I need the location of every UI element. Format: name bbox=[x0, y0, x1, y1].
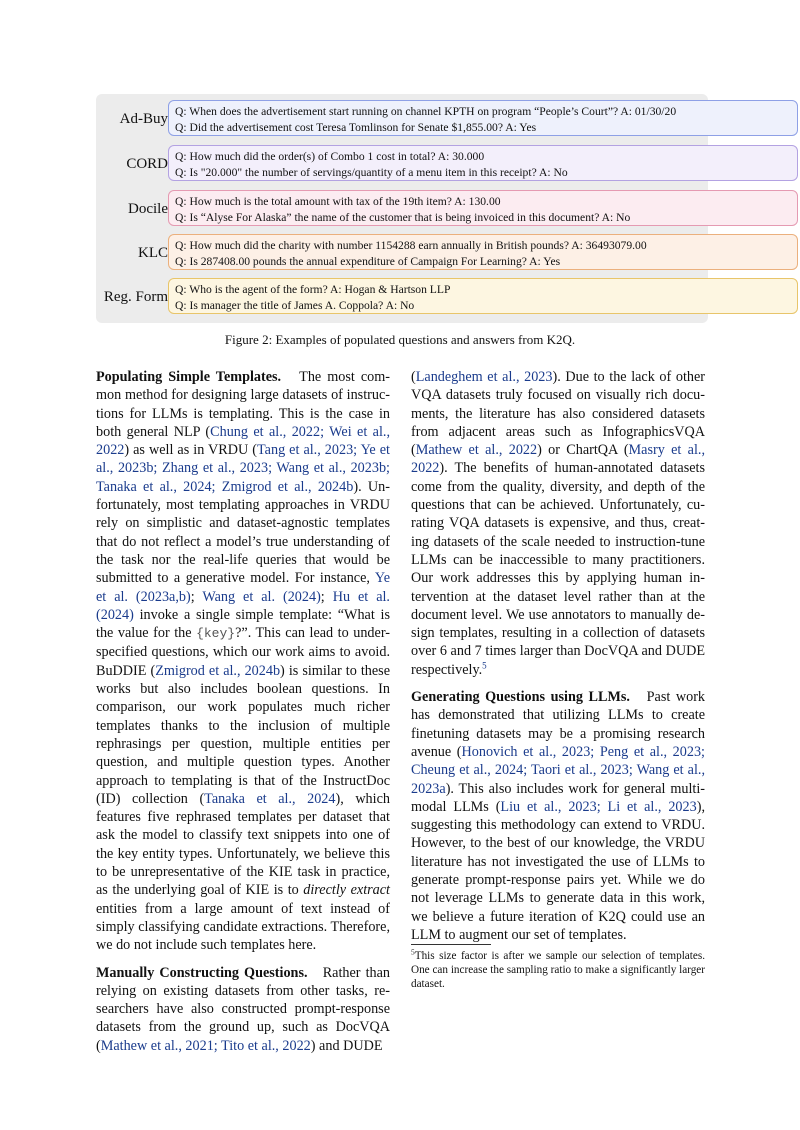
citation-link[interactable]: Hu et al. (2024) bbox=[96, 588, 390, 623]
text: ; bbox=[190, 588, 203, 605]
figure-row-klc bbox=[96, 234, 708, 272]
citation-link[interactable]: Tanaka et al., 2024 bbox=[204, 790, 336, 807]
text: ). Unfortunately, most templating approaches in VRDU rely on simplistic and dataset-agnostic templates that do not reflect a model’s true understanding of the task nor the real-life queries that would be submitted to a generative model. For instance, bbox=[96, 478, 390, 587]
question-answer: Q: Is "20.000" the number of servings/quantity of a menu item in this receipt? A: No bbox=[175, 165, 568, 179]
paragraph-heading: Generating Questions using LLMs. bbox=[411, 689, 630, 706]
text: ?”. This can lead to under-specified questions, which our work aims to avoid. BuDDIE ( bbox=[96, 625, 390, 679]
dataset-label: KLC bbox=[138, 245, 168, 261]
citation-link[interactable]: Mathew et al., 2021; Tito et al., 2022 bbox=[100, 1037, 311, 1054]
question-answer: Q: How much is the total amount with tax of the 19th item? A: 130.00 bbox=[175, 195, 501, 208]
citation-link[interactable]: Honovich et al., 2023; Peng et al., 2023; Cheung et al., 2024; Taori et al., 2023; Wang et al., 2023a bbox=[411, 743, 705, 797]
dataset-label: CORD bbox=[126, 156, 168, 172]
figure-caption: Figure 2: Examples of populated questions and answers from K2Q. bbox=[224, 332, 576, 347]
figure-row-reg-form bbox=[96, 278, 708, 316]
right-column bbox=[411, 368, 705, 944]
question-answer: Q: Is “Alyse For Alaska” the name of the customer that is being invoiced in this document? A: No bbox=[175, 210, 631, 224]
text: ) and DUDE bbox=[310, 1037, 383, 1054]
citation-link[interactable]: Zmigrod et al., 2024b bbox=[155, 662, 281, 679]
figure-2 bbox=[96, 94, 708, 323]
paragraph-populating-simple-templates bbox=[96, 368, 390, 955]
text: ), suggesting this methodology can extend to VRDU. However, to the best of our knowledge, the VRDU literature has not investigated the use of LLMs to generate prompt-response pairs yet. While we do not leverage LLMs to generate data in this work, we believe a future iteration of K2Q could use an LLM to augment our set of templates. bbox=[411, 798, 705, 943]
question-answer: Q: Did the advertisement cost Teresa Tomlinson for Senate $1,855.00? A: Yes bbox=[175, 120, 537, 134]
footnote-text: This size factor is after we sample our selection of templates. One can increase the sampling ratio to make a significantly larger dataset. bbox=[411, 950, 705, 990]
text: ), which features five rephrased templates per dataset that ask the model to classify text snippets into one of the key entity types. Unfortunately, we believe this to be unrepresentative of the KIE task in practice, as the underlying goal of KIE is to bbox=[96, 790, 390, 899]
qa-box bbox=[168, 100, 798, 136]
qa-box bbox=[168, 278, 798, 314]
footnote bbox=[411, 947, 705, 991]
paragraph-vqa-datasets bbox=[411, 368, 705, 679]
question-answer: Q: Who is the agent of the form? A: Hogan & Hartson LLP bbox=[175, 283, 451, 296]
footnote-rule bbox=[411, 944, 491, 945]
text: Rather than relying on existing datasets from other tasks, researchers have also constructed prompt-response datasets from the ground up, such as DocVQA ( bbox=[96, 964, 391, 1054]
citation-link[interactable]: Landeghem et al., 2023 bbox=[415, 369, 553, 385]
figure-row-docile bbox=[96, 190, 708, 228]
question-answer: Q: Is 287408.00 pounds the annual expenditure of Campaign For Learning? A: Yes bbox=[175, 254, 561, 268]
text: invoke a single simple template: “What is the value for the bbox=[96, 606, 390, 642]
text: The most common method for designing large datasets of instructions for LLMs is templating. This is the case in both general NLP ( bbox=[96, 369, 391, 440]
question-answer: Q: Is manager the title of James A. Coppola? A: No bbox=[175, 298, 415, 312]
qa-box bbox=[168, 234, 798, 270]
citation-link[interactable]: Chung et al., 2022; Wei et al., 2022 bbox=[96, 423, 390, 459]
citation-link[interactable]: Wang et al. (2024) bbox=[202, 588, 321, 605]
left-column bbox=[96, 368, 390, 1055]
question-answer: Q: How much did the order(s) of Combo 1 cost in total? A: 30.000 bbox=[175, 150, 485, 163]
text: entities from a large amount of text instead of simply classifying candidate extractions. Therefore, we do not include such templates here. bbox=[96, 900, 390, 954]
dataset-label: Docile bbox=[128, 201, 168, 217]
paragraph-heading: Manually Constructing Questions. bbox=[96, 964, 308, 981]
text: ) is similar to these works but also includes boolean questions. In comparison, our work populates much richer templates thanks to the inclusion of multiple rephrasings per question, multiple entities per question, and multiple question types. Another approach to templating is that of the InstructDoc (ID) collection ( bbox=[96, 662, 390, 807]
question-answer: Q: When does the advertisement start running on channel KPTH on program “People’s Court”? A: 01/30/20 bbox=[175, 105, 677, 118]
paragraph-manually-constructing-questions bbox=[96, 964, 390, 1055]
question-answer: Q: How much did the charity with number 1154288 earn annually in British pounds? A: 36493079.00 bbox=[175, 239, 647, 252]
dataset-label: Reg. Form bbox=[103, 289, 168, 305]
figure-row-cord bbox=[96, 145, 708, 183]
dataset-label: Ad-Buy bbox=[119, 111, 168, 127]
text: ). This also includes work for general multi-modal LLMs ( bbox=[411, 780, 705, 815]
code-snippet: {key} bbox=[196, 626, 236, 642]
qa-box bbox=[168, 190, 798, 226]
paragraph-generating-questions-llms bbox=[411, 688, 705, 944]
emphasis: directly extract bbox=[303, 882, 390, 899]
citation-link[interactable]: Mathew et al., 2022 bbox=[415, 442, 538, 459]
figure-row-ad-buy bbox=[96, 100, 708, 138]
citation-link[interactable]: Liu et al., 2023; Li et al., 2023 bbox=[500, 798, 697, 815]
text: ). The benefits of human-annotated datasets come from the quality, diversity, and depth of the questions that can be achieved. Unfortunately, curating VQA datasets is expensive, and thus, creating datasets of the scale needed to instruction-tune LLMs can be inaccessible to many practitioners. Our work addresses this by applying human intervention at the dataset level rather than at the document level. We use annotators to manually design templates, resulting in a collection of datasets over 6 and 7 times larger than DocVQA and DUDE respectively. bbox=[411, 460, 705, 678]
text: Past work has demonstrated that utilizing LLMs to create finetuning datasets may be a promising research avenue ( bbox=[411, 689, 706, 760]
text: ) or ChartQA ( bbox=[537, 442, 629, 459]
citation-link[interactable]: Ye et al. (2023a,b) bbox=[96, 570, 390, 605]
text: ( bbox=[411, 369, 416, 385]
text: ) as well as in VRDU ( bbox=[124, 442, 257, 459]
footnote-mark: 5 bbox=[411, 947, 415, 957]
footnote-ref[interactable]: 5 bbox=[482, 660, 487, 671]
paragraph-heading: Populating Simple Templates. bbox=[96, 369, 282, 385]
text: ). Due to the lack of other VQA datasets truly focused on visually rich documents, the literature has also considered datasets from adjacent areas such as InfographicsVQA ( bbox=[411, 369, 706, 459]
citation-link[interactable]: Masry et al., 2022 bbox=[411, 442, 705, 477]
citation-link[interactable]: Tang et al., 2023; Ye et al., 2023b; Zhang et al., 2023; Wang et al., 2023b; Tanaka et al., 2024; Zmigrod et al., 2024b bbox=[96, 442, 390, 495]
qa-box bbox=[168, 145, 798, 181]
text: ; bbox=[320, 588, 333, 605]
